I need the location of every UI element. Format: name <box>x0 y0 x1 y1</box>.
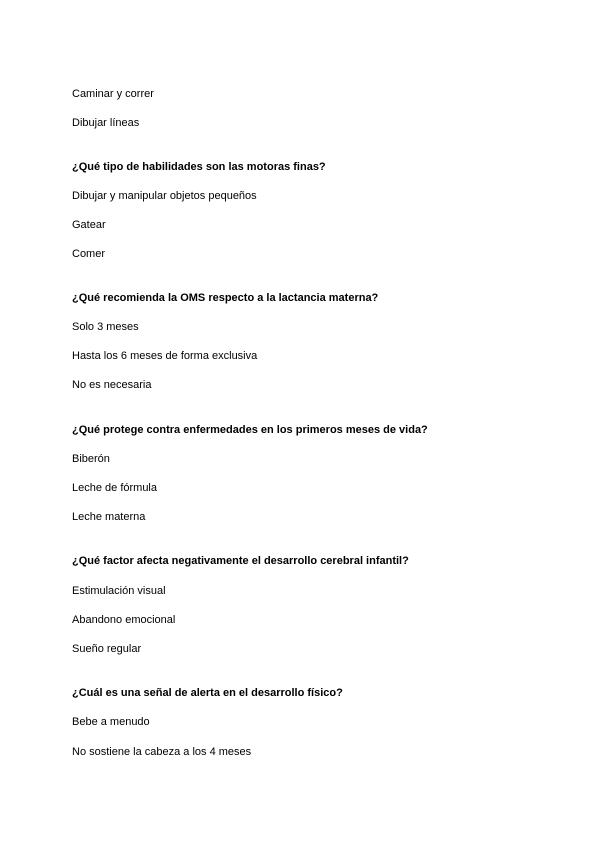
answer-option: No es necesaria <box>72 379 152 391</box>
question-heading: ¿Qué factor afecta negativamente el desarrollo cerebral infantil? <box>72 555 409 567</box>
answer-option: Solo 3 meses <box>72 321 139 333</box>
answer-option: Caminar y correr <box>72 88 154 100</box>
question-heading: ¿Qué recomienda la OMS respecto a la lactancia materna? <box>72 292 379 304</box>
answer-option: Abandono emocional <box>72 614 176 626</box>
answer-option: Dibujar y manipular objetos pequeños <box>72 190 257 202</box>
answer-option: Gatear <box>72 219 106 231</box>
answer-option: Bebe a menudo <box>72 716 150 728</box>
answer-option: Sueño regular <box>72 643 142 655</box>
answer-option: Comer <box>72 248 106 260</box>
answer-option: Hasta los 6 meses de forma exclusiva <box>72 350 258 362</box>
answer-option: Leche materna <box>72 511 146 523</box>
answer-option: Leche de fórmula <box>72 482 157 494</box>
answer-option: No sostiene la cabeza a los 4 meses <box>72 746 252 758</box>
question-heading: ¿Qué protege contra enfermedades en los primeros meses de vida? <box>72 424 428 436</box>
answer-option: Dibujar líneas <box>72 117 140 129</box>
answer-option: Biberón <box>72 453 110 465</box>
question-heading: ¿Qué tipo de habilidades son las motoras finas? <box>72 161 326 173</box>
answer-option: Estimulación visual <box>72 585 166 597</box>
question-heading: ¿Cuál es una señal de alerta en el desarrollo físico? <box>72 687 343 699</box>
